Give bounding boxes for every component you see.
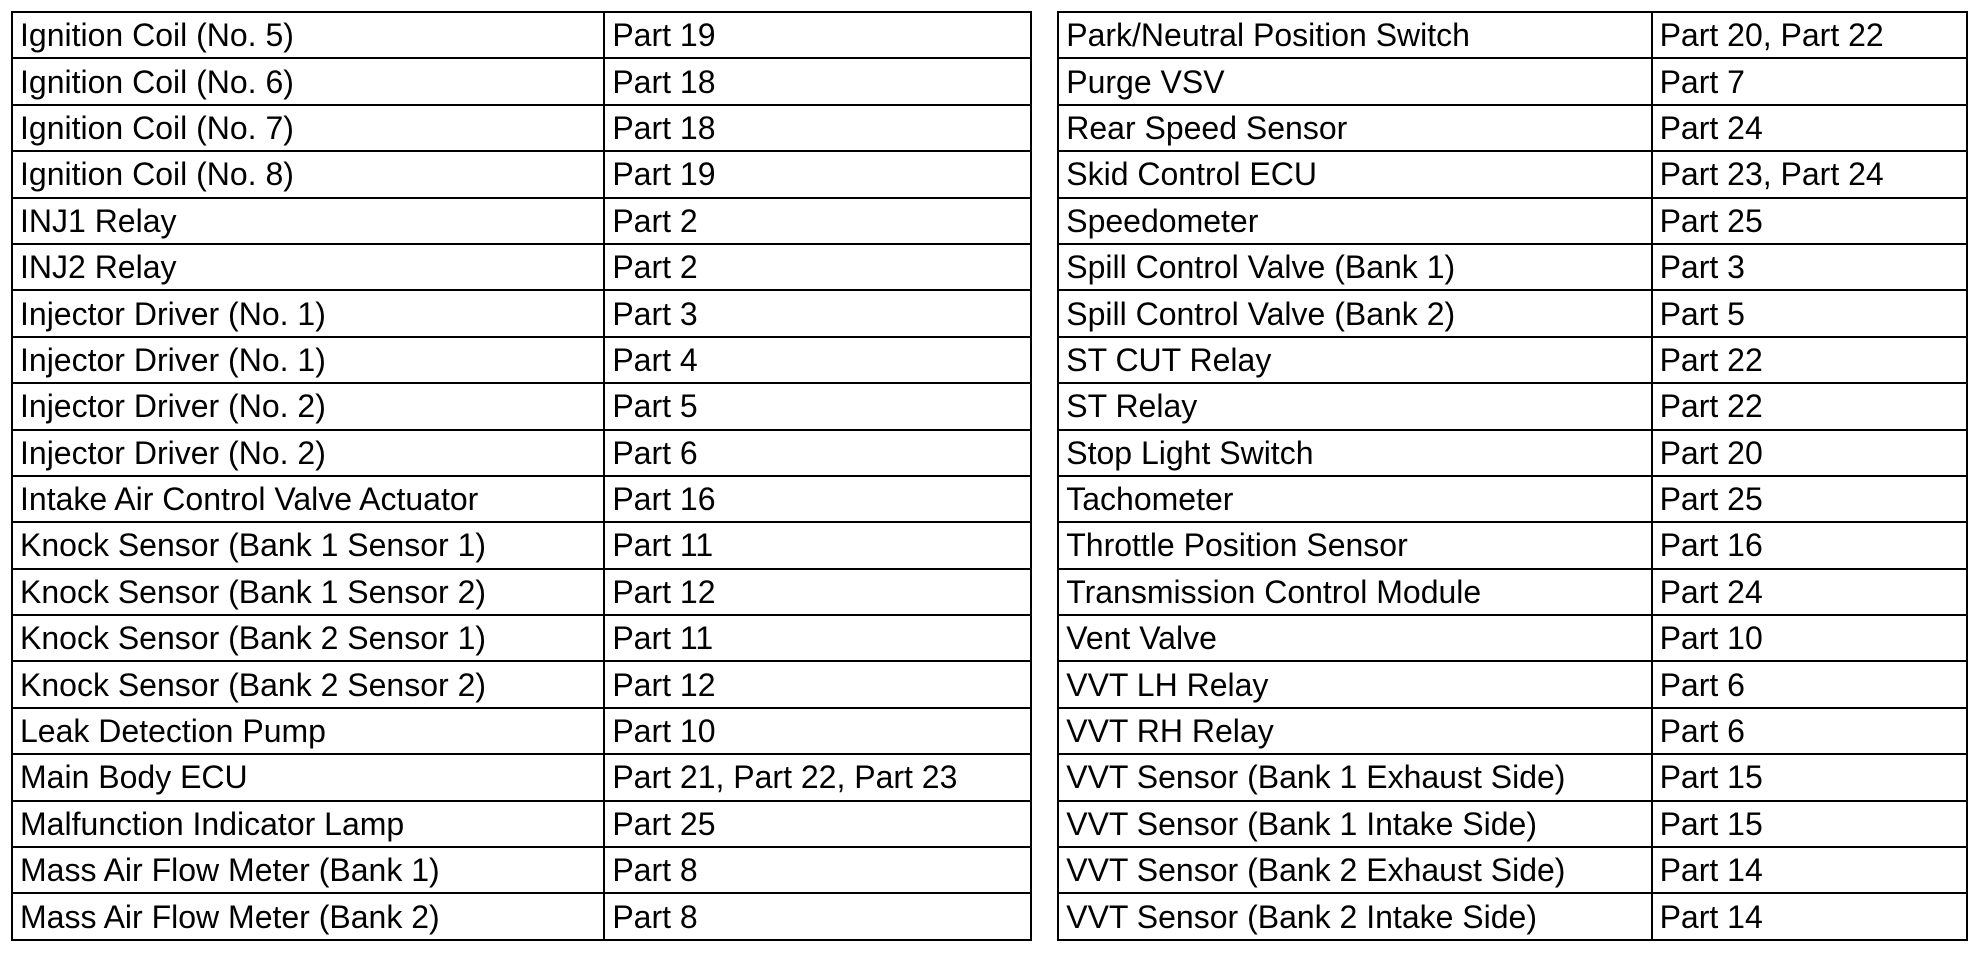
part-location-cell: Part 3 bbox=[604, 290, 1031, 336]
part-location-cell: Part 2 bbox=[604, 244, 1031, 290]
component-name-cell: Knock Sensor (Bank 1 Sensor 2) bbox=[12, 569, 604, 615]
table-row bbox=[12, 661, 1967, 707]
part-location-cell: Part 12 bbox=[604, 569, 1031, 615]
part-location-cell: Part 7 bbox=[1652, 58, 1967, 104]
component-name-cell: Injector Driver (No. 1) bbox=[12, 337, 604, 383]
component-name-cell: Main Body ECU bbox=[12, 754, 604, 800]
part-location-cell: Part 21, Part 22, Part 23 bbox=[604, 754, 1031, 800]
table-row bbox=[12, 476, 1967, 522]
component-name-cell: Purge VSV bbox=[1058, 58, 1651, 104]
component-name-cell: Injector Driver (No. 2) bbox=[12, 383, 604, 429]
component-name-cell: Ignition Coil (No. 7) bbox=[12, 105, 604, 151]
table-body bbox=[12, 12, 1967, 940]
part-location-cell: Part 12 bbox=[604, 661, 1031, 707]
table-row bbox=[12, 847, 1967, 893]
column-separator bbox=[1031, 801, 1058, 847]
table-row bbox=[12, 430, 1967, 476]
table-row bbox=[12, 569, 1967, 615]
component-name-cell: Spill Control Valve (Bank 2) bbox=[1058, 290, 1651, 336]
component-name-cell: Vent Valve bbox=[1058, 615, 1651, 661]
column-separator bbox=[1031, 476, 1058, 522]
component-name-cell: Skid Control ECU bbox=[1058, 151, 1651, 197]
table-row bbox=[12, 151, 1967, 197]
part-location-cell: Part 14 bbox=[1652, 893, 1967, 939]
component-name-cell: Rear Speed Sensor bbox=[1058, 105, 1651, 151]
column-separator bbox=[1031, 383, 1058, 429]
part-location-cell: Part 8 bbox=[604, 847, 1031, 893]
component-name-cell: VVT Sensor (Bank 2 Intake Side) bbox=[1058, 893, 1651, 939]
part-location-cell: Part 11 bbox=[604, 615, 1031, 661]
table-row bbox=[12, 522, 1967, 568]
part-location-cell: Part 16 bbox=[604, 476, 1031, 522]
component-name-cell: Intake Air Control Valve Actuator bbox=[12, 476, 604, 522]
part-location-cell: Part 5 bbox=[604, 383, 1031, 429]
part-location-cell: Part 5 bbox=[1652, 290, 1967, 336]
table-row bbox=[12, 58, 1967, 104]
table-row bbox=[12, 105, 1967, 151]
column-separator bbox=[1031, 615, 1058, 661]
component-name-cell: Mass Air Flow Meter (Bank 1) bbox=[12, 847, 604, 893]
component-name-cell: VVT Sensor (Bank 1 Exhaust Side) bbox=[1058, 754, 1651, 800]
component-name-cell: Malfunction Indicator Lamp bbox=[12, 801, 604, 847]
component-name-cell: Transmission Control Module bbox=[1058, 569, 1651, 615]
column-separator bbox=[1031, 290, 1058, 336]
part-location-cell: Part 6 bbox=[604, 430, 1031, 476]
component-name-cell: Park/Neutral Position Switch bbox=[1058, 12, 1651, 58]
column-separator bbox=[1031, 198, 1058, 244]
part-location-cell: Part 8 bbox=[604, 893, 1031, 939]
part-location-cell: Part 18 bbox=[604, 58, 1031, 104]
component-name-cell: Ignition Coil (No. 5) bbox=[12, 12, 604, 58]
component-name-cell: Knock Sensor (Bank 1 Sensor 1) bbox=[12, 522, 604, 568]
part-location-cell: Part 15 bbox=[1652, 754, 1967, 800]
table-row bbox=[12, 754, 1967, 800]
part-location-cell: Part 6 bbox=[1652, 708, 1967, 754]
part-location-cell: Part 23, Part 24 bbox=[1652, 151, 1967, 197]
column-separator bbox=[1031, 58, 1058, 104]
column-separator bbox=[1031, 522, 1058, 568]
table-row bbox=[12, 615, 1967, 661]
component-name-cell: Ignition Coil (No. 6) bbox=[12, 58, 604, 104]
part-location-cell: Part 16 bbox=[1652, 522, 1967, 568]
table-row bbox=[12, 290, 1967, 336]
table-row bbox=[12, 893, 1967, 939]
component-name-cell: Tachometer bbox=[1058, 476, 1651, 522]
part-location-cell: Part 4 bbox=[604, 337, 1031, 383]
part-location-cell: Part 25 bbox=[1652, 198, 1967, 244]
part-location-cell: Part 10 bbox=[1652, 615, 1967, 661]
table-row bbox=[12, 383, 1967, 429]
component-name-cell: Mass Air Flow Meter (Bank 2) bbox=[12, 893, 604, 939]
component-name-cell: Ignition Coil (No. 8) bbox=[12, 151, 604, 197]
part-location-cell: Part 19 bbox=[604, 151, 1031, 197]
column-separator bbox=[1031, 105, 1058, 151]
part-location-cell: Part 25 bbox=[1652, 476, 1967, 522]
table-row bbox=[12, 244, 1967, 290]
component-location-table bbox=[11, 11, 1968, 941]
part-location-cell: Part 18 bbox=[604, 105, 1031, 151]
column-separator bbox=[1031, 12, 1058, 58]
part-location-cell: Part 11 bbox=[604, 522, 1031, 568]
component-name-cell: Knock Sensor (Bank 2 Sensor 2) bbox=[12, 661, 604, 707]
part-location-cell: Part 22 bbox=[1652, 383, 1967, 429]
part-location-cell: Part 19 bbox=[604, 12, 1031, 58]
part-location-cell: Part 25 bbox=[604, 801, 1031, 847]
component-name-cell: ST Relay bbox=[1058, 383, 1651, 429]
component-name-cell: Knock Sensor (Bank 2 Sensor 1) bbox=[12, 615, 604, 661]
component-name-cell: INJ1 Relay bbox=[12, 198, 604, 244]
column-separator bbox=[1031, 754, 1058, 800]
column-separator bbox=[1031, 708, 1058, 754]
component-name-cell: VVT Sensor (Bank 1 Intake Side) bbox=[1058, 801, 1651, 847]
column-separator bbox=[1031, 151, 1058, 197]
table-row bbox=[12, 801, 1967, 847]
part-location-cell: Part 3 bbox=[1652, 244, 1967, 290]
part-location-cell: Part 15 bbox=[1652, 801, 1967, 847]
part-location-cell: Part 22 bbox=[1652, 337, 1967, 383]
column-separator bbox=[1031, 244, 1058, 290]
part-location-cell: Part 24 bbox=[1652, 105, 1967, 151]
component-name-cell: INJ2 Relay bbox=[12, 244, 604, 290]
part-location-cell: Part 6 bbox=[1652, 661, 1967, 707]
column-separator bbox=[1031, 430, 1058, 476]
part-location-cell: Part 20, Part 22 bbox=[1652, 12, 1967, 58]
component-name-cell: Spill Control Valve (Bank 1) bbox=[1058, 244, 1651, 290]
component-name-cell: VVT LH Relay bbox=[1058, 661, 1651, 707]
table-row bbox=[12, 198, 1967, 244]
part-location-cell: Part 2 bbox=[604, 198, 1031, 244]
table-row bbox=[12, 708, 1967, 754]
component-name-cell: Speedometer bbox=[1058, 198, 1651, 244]
component-name-cell: Injector Driver (No. 2) bbox=[12, 430, 604, 476]
component-name-cell: VVT Sensor (Bank 2 Exhaust Side) bbox=[1058, 847, 1651, 893]
column-separator bbox=[1031, 337, 1058, 383]
column-separator bbox=[1031, 893, 1058, 939]
column-separator bbox=[1031, 847, 1058, 893]
part-location-cell: Part 24 bbox=[1652, 569, 1967, 615]
column-separator bbox=[1031, 569, 1058, 615]
table-row bbox=[12, 337, 1967, 383]
component-name-cell: ST CUT Relay bbox=[1058, 337, 1651, 383]
component-name-cell: Leak Detection Pump bbox=[12, 708, 604, 754]
part-location-cell: Part 10 bbox=[604, 708, 1031, 754]
part-location-cell: Part 20 bbox=[1652, 430, 1967, 476]
component-name-cell: Throttle Position Sensor bbox=[1058, 522, 1651, 568]
column-separator bbox=[1031, 661, 1058, 707]
component-name-cell: Stop Light Switch bbox=[1058, 430, 1651, 476]
component-name-cell: VVT RH Relay bbox=[1058, 708, 1651, 754]
part-location-cell: Part 14 bbox=[1652, 847, 1967, 893]
table-row bbox=[12, 12, 1967, 58]
component-name-cell: Injector Driver (No. 1) bbox=[12, 290, 604, 336]
